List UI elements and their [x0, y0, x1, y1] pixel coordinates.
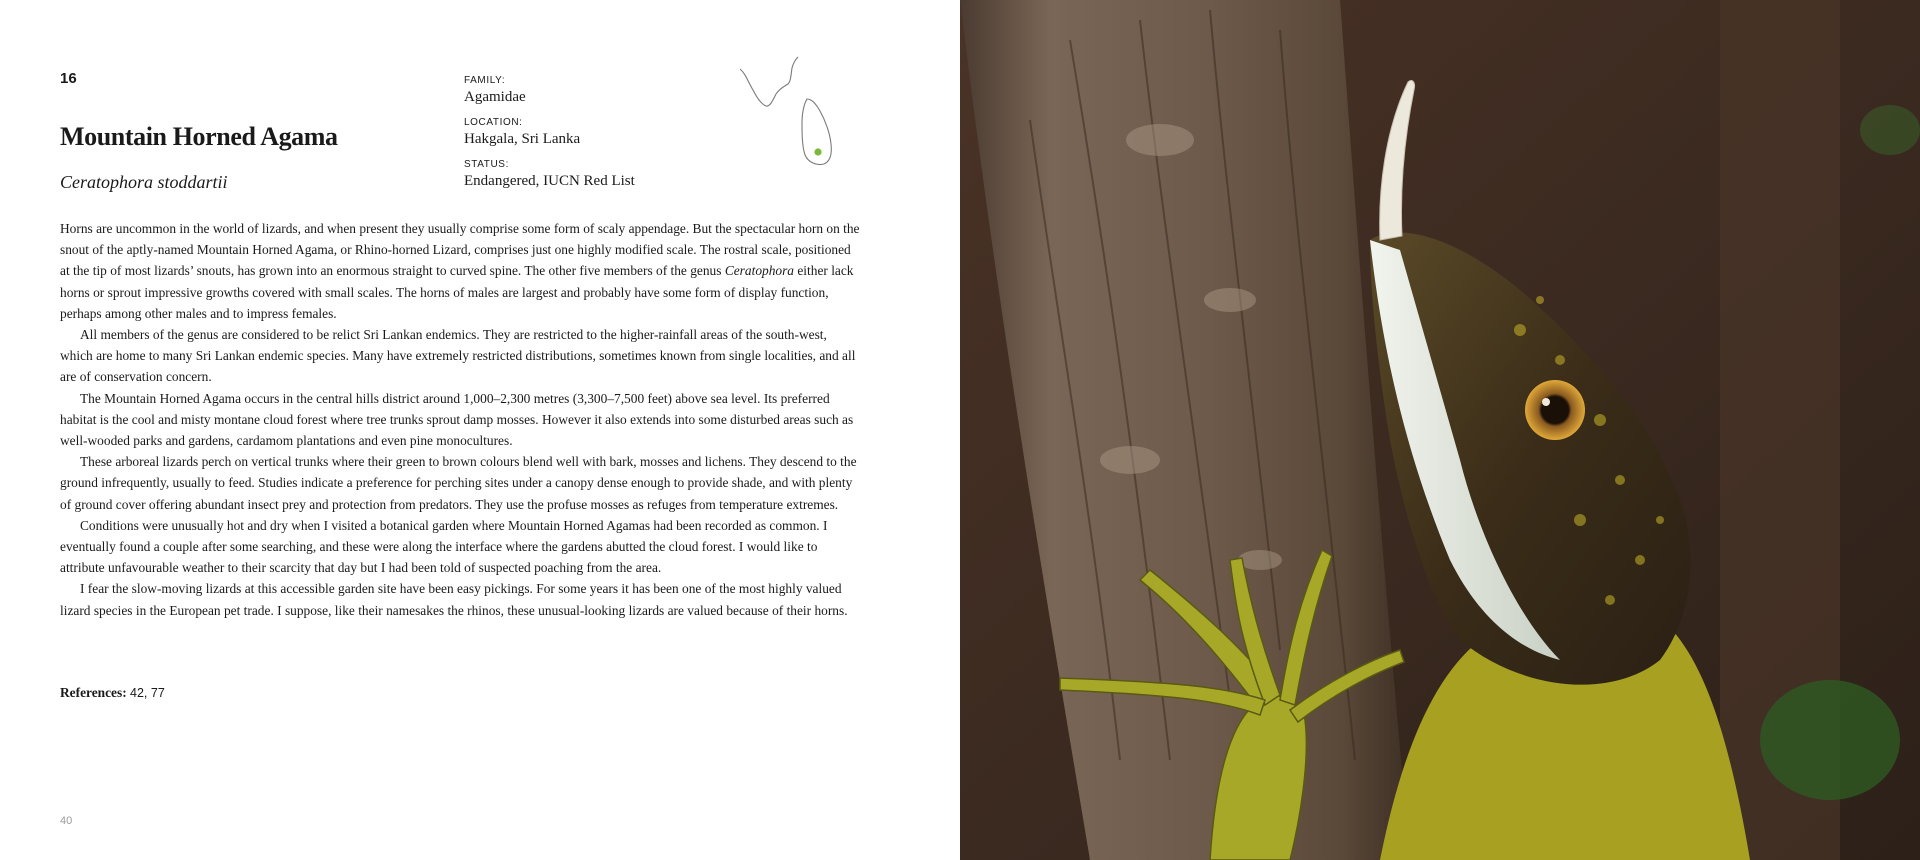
species-facts [464, 74, 714, 200]
body-text [60, 218, 860, 621]
references-values: 42, 77 [130, 686, 165, 700]
family-value: Agamidae [464, 89, 526, 105]
entry-number: 16 [60, 70, 77, 87]
paragraph-1-text: Horns are uncommon in the world of lizards, and when present they usually comprise some form of scaly appendage. But the spectacular horn on the snout of the aptly-named Mountain Horned Agama, or Rhino-horned Lizard, comprises just one highly modified scale. The rostral scale, positioned at the tip of most lizards’ snouts, has grown into an enormous straight to curved spine. The other five members of the genus [60, 221, 860, 279]
page-number: 40 [60, 815, 73, 827]
species-title: Mountain Horned Agama [60, 122, 338, 151]
range-map [736, 56, 856, 172]
photo-page [960, 0, 1920, 860]
eye-highlight [1542, 398, 1550, 406]
location-value: Hakgala, Sri Lanka [464, 131, 581, 147]
status-value: Endangered, IUCN Red List [464, 173, 635, 189]
paragraph-6: I fear the slow-moving lizards at this accessible garden site have been easy pickings. For some years it has been one of the most highly valued lizard species in the European pet trade. I suppose, like their namesakes the rhinos, these unusual-looking lizards are valued because of their horns. [60, 581, 848, 618]
mountain-horned-agama-photo [960, 0, 1920, 860]
india-coastline [740, 57, 798, 106]
genus-name: Ceratophora [724, 263, 795, 279]
moss-patch [1760, 680, 1900, 800]
scientific-name: Ceratophora stoddartii [60, 172, 228, 192]
moss-patch-small [1860, 105, 1920, 155]
paragraph-1 [60, 218, 860, 324]
family-label: FAMILY: [464, 75, 506, 86]
paragraph-4: These arboreal lizards perch on vertical trunks where their green to brown colours blend well with bark, mosses and lichens. They descend to the ground infrequently, usually to feed. Studies indicate a preference for perching sites under a canopy dense enough to provide shade, and with plenty of ground cover offering abundant insect prey and protection from predators. They use the profuse mosses as refuges from temperature extremes. [60, 454, 857, 512]
lizard-eye [1525, 380, 1585, 440]
references-label: References: [60, 685, 127, 700]
location-label: LOCATION: [464, 117, 523, 128]
paragraph-3: The Mountain Horned Agama occurs in the central hills district around 1,000–2,300 metres (3,300–7,500 feet) above sea level. Its preferred habitat is the cool and misty montane cloud forest where tree trunks sprout damp mosses. However it also extends into some disturbed areas such as well-wooded parks and gardens, cardamom plantations and even pine monocultures. [60, 390, 854, 449]
status-label: STATUS: [464, 159, 509, 170]
references [60, 683, 165, 703]
paragraph-1-text-cont: either lack horns or sprout impressive growths covered with small scales. The horns of males are largest and probably have some form of display function, perhaps among other males and to impress females. [60, 263, 854, 321]
paragraph-2: All members of the genus are considered to be relict Sri Lankan endemics. They are restricted to the higher-rainfall areas of the south-west, which are home to many Sri Lankan endemic species. Many have extremely restricted distributions, sometimes known from single localities, and all are of conservation concern. [60, 327, 856, 385]
paragraph-5: Conditions were unusually hot and dry when I visited a botanical garden where Mountain Horned Agamas had been recorded as common. I eventually found a couple after some searching, and these were along the interface where the gardens abutted the cloud forest. I would like to attribute unfavourable weather to their scarcity that day but I had been told of suspected poaching from the area. [60, 517, 828, 576]
location-marker [814, 148, 821, 155]
